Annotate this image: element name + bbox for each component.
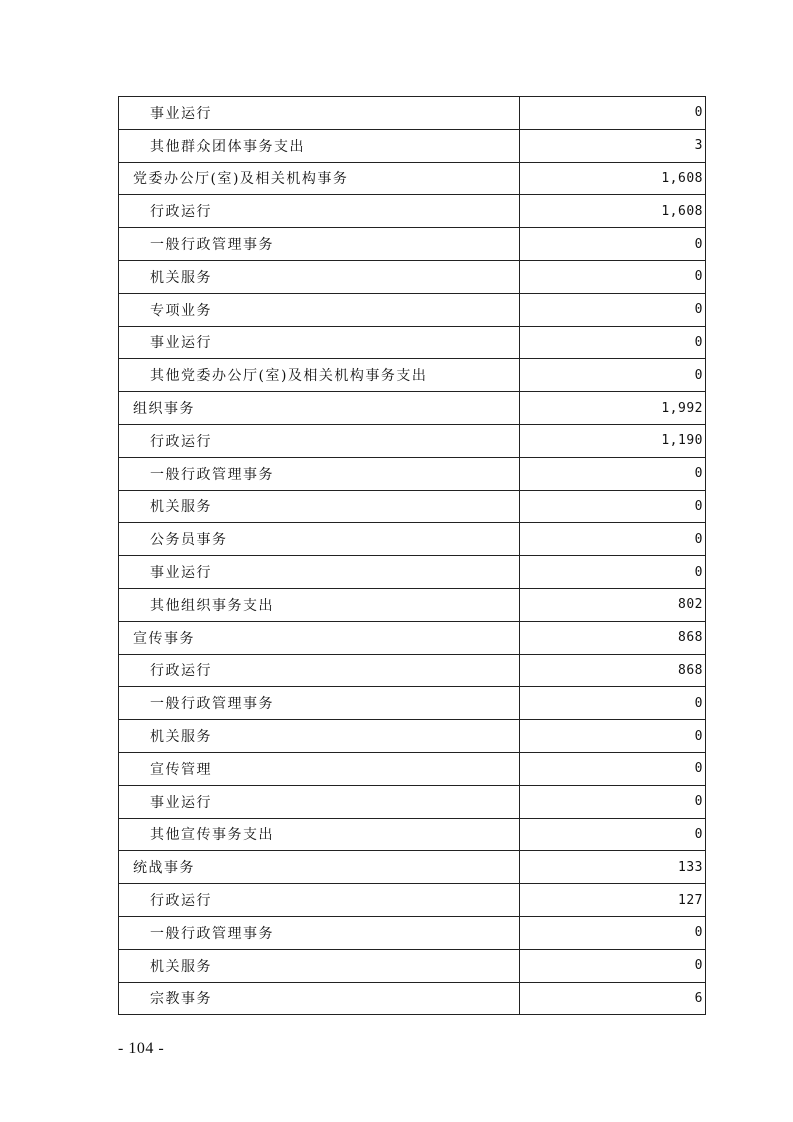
amount-cell: 133 xyxy=(520,851,706,884)
amount-cell: 0 xyxy=(520,359,706,392)
category-name-cell: 党委办公厅(室)及相关机构事务 xyxy=(119,162,520,195)
amount-cell: 0 xyxy=(520,556,706,589)
amount-cell: 868 xyxy=(520,654,706,687)
category-name-cell: 统战事务 xyxy=(119,851,520,884)
subitem-name-cell: 其他群众团体事务支出 xyxy=(119,129,520,162)
subitem-name-cell: 一般行政管理事务 xyxy=(119,687,520,720)
amount-cell: 0 xyxy=(520,457,706,490)
amount-cell: 0 xyxy=(520,293,706,326)
table-row xyxy=(119,916,706,949)
subitem-name-cell: 一般行政管理事务 xyxy=(119,457,520,490)
amount-cell: 0 xyxy=(520,228,706,261)
table-row xyxy=(119,621,706,654)
subitem-name-cell: 其他宣传事务支出 xyxy=(119,818,520,851)
amount-cell: 1,608 xyxy=(520,195,706,228)
table-row xyxy=(119,556,706,589)
table-row xyxy=(119,359,706,392)
table-row xyxy=(119,818,706,851)
subitem-name-cell: 行政运行 xyxy=(119,884,520,917)
subitem-name-cell: 机关服务 xyxy=(119,720,520,753)
table-row xyxy=(119,949,706,982)
category-name-cell: 宣传事务 xyxy=(119,621,520,654)
amount-cell: 802 xyxy=(520,588,706,621)
amount-cell: 0 xyxy=(520,949,706,982)
table-row xyxy=(119,884,706,917)
page-number: - 104 - xyxy=(118,1040,165,1057)
table-row xyxy=(119,162,706,195)
subitem-name-cell: 行政运行 xyxy=(119,424,520,457)
table-row xyxy=(119,129,706,162)
amount-cell: 0 xyxy=(520,97,706,130)
subitem-name-cell: 宗教事务 xyxy=(119,982,520,1015)
table-row xyxy=(119,490,706,523)
amount-cell: 1,608 xyxy=(520,162,706,195)
category-name-cell: 组织事务 xyxy=(119,392,520,425)
table-row xyxy=(119,523,706,556)
amount-cell: 0 xyxy=(520,490,706,523)
subitem-name-cell: 一般行政管理事务 xyxy=(119,916,520,949)
amount-cell: 0 xyxy=(520,818,706,851)
table-row xyxy=(119,752,706,785)
amount-cell: 0 xyxy=(520,720,706,753)
subitem-name-cell: 机关服务 xyxy=(119,949,520,982)
amount-cell: 0 xyxy=(520,326,706,359)
expenditure-table xyxy=(118,96,706,1015)
amount-cell: 0 xyxy=(520,523,706,556)
table-row xyxy=(119,457,706,490)
subitem-name-cell: 机关服务 xyxy=(119,260,520,293)
amount-cell: 0 xyxy=(520,752,706,785)
table-row xyxy=(119,260,706,293)
table-row xyxy=(119,97,706,130)
subitem-name-cell: 行政运行 xyxy=(119,654,520,687)
table-row xyxy=(119,588,706,621)
subitem-name-cell: 事业运行 xyxy=(119,326,520,359)
amount-cell: 0 xyxy=(520,785,706,818)
table-row xyxy=(119,720,706,753)
subitem-name-cell: 其他组织事务支出 xyxy=(119,588,520,621)
amount-cell: 1,992 xyxy=(520,392,706,425)
subitem-name-cell: 机关服务 xyxy=(119,490,520,523)
subitem-name-cell: 事业运行 xyxy=(119,97,520,130)
table-row xyxy=(119,293,706,326)
amount-cell: 0 xyxy=(520,687,706,720)
subitem-name-cell: 事业运行 xyxy=(119,785,520,818)
subitem-name-cell: 宣传管理 xyxy=(119,752,520,785)
table-row xyxy=(119,982,706,1015)
subitem-name-cell: 一般行政管理事务 xyxy=(119,228,520,261)
table-row xyxy=(119,392,706,425)
amount-cell: 3 xyxy=(520,129,706,162)
amount-cell: 868 xyxy=(520,621,706,654)
subitem-name-cell: 行政运行 xyxy=(119,195,520,228)
table-row xyxy=(119,687,706,720)
table-body xyxy=(119,97,706,1015)
subitem-name-cell: 事业运行 xyxy=(119,556,520,589)
table-row xyxy=(119,654,706,687)
table-row xyxy=(119,195,706,228)
amount-cell: 0 xyxy=(520,916,706,949)
subitem-name-cell: 其他党委办公厅(室)及相关机构事务支出 xyxy=(119,359,520,392)
amount-cell: 6 xyxy=(520,982,706,1015)
table-row xyxy=(119,851,706,884)
table-row xyxy=(119,326,706,359)
table-row xyxy=(119,228,706,261)
amount-cell: 1,190 xyxy=(520,424,706,457)
subitem-name-cell: 公务员事务 xyxy=(119,523,520,556)
table-row xyxy=(119,785,706,818)
table-row xyxy=(119,424,706,457)
amount-cell: 127 xyxy=(520,884,706,917)
subitem-name-cell: 专项业务 xyxy=(119,293,520,326)
amount-cell: 0 xyxy=(520,260,706,293)
